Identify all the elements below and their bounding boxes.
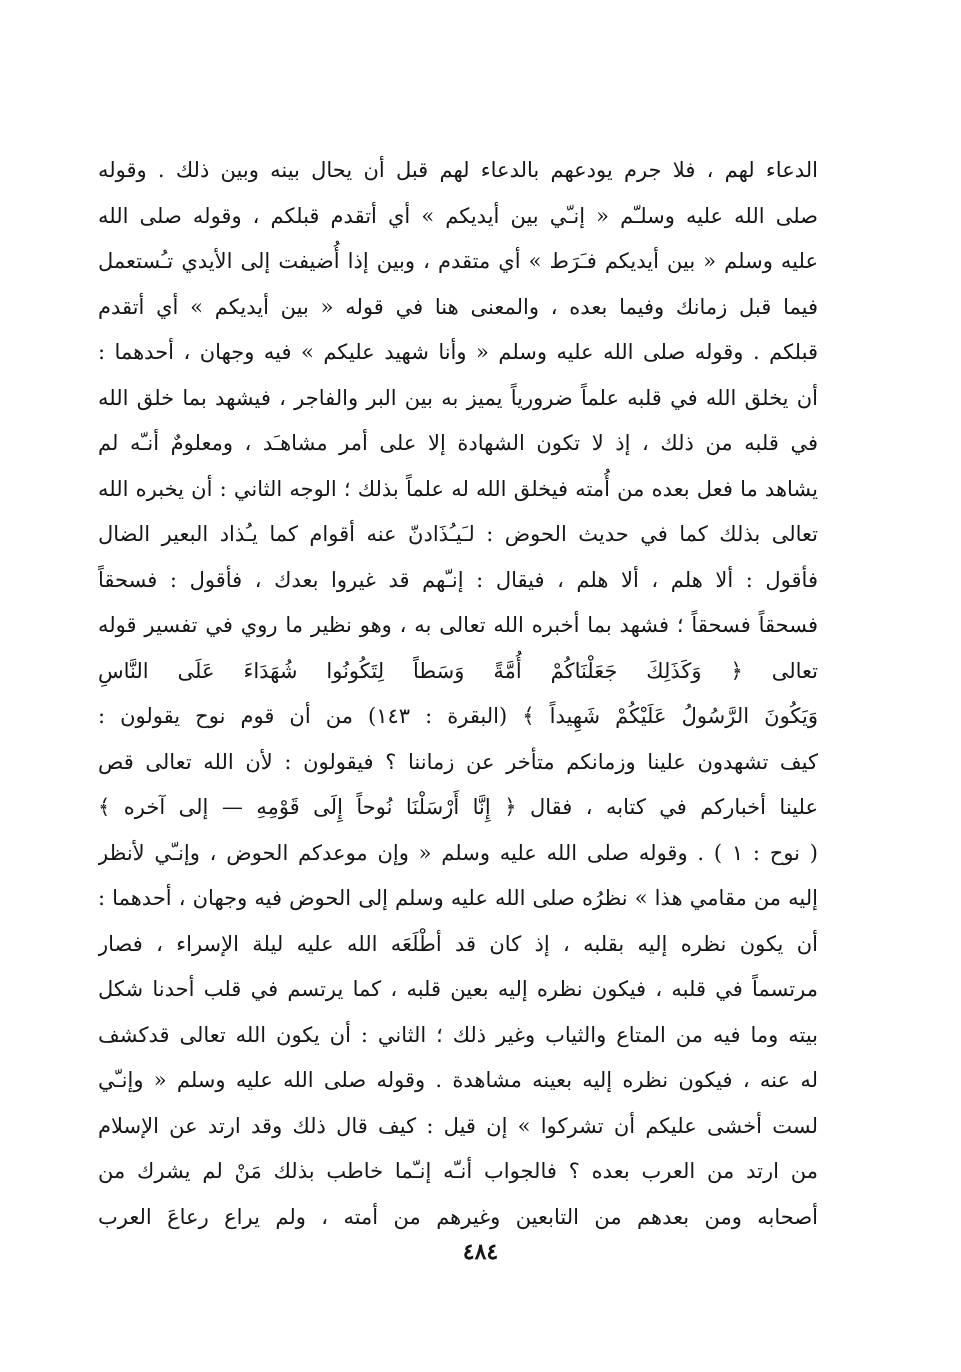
text-line: يشاهد ما فعل بعده من أُمته فيخلق الله له علماً بذلك ؛ الوجه الثاني : أن يخبره الله [98, 476, 818, 501]
text-line: أصحابه ومن بعدهم من التابعين وغيرهم من أمته ، ولم يراع رعاعَ العرب [98, 1204, 818, 1229]
quran-quote-line: وَيَكُونَ الرَّسُولُ عَلَيْكُمْ شَهِيداً ﴾ (البقرة : ١٤٣) من أن قوم نوح يقولون : [98, 704, 818, 728]
page-number: ٤٨٤ [462, 1239, 499, 1265]
text-line: أن يكون نظره إليه بقلبه ، إذ كان قد أطْلَعَه الله عليه ليلة الإسراء ، فصار [98, 931, 818, 956]
body-text [98, 148, 818, 1240]
quran-quote-line: علينا أخباركم في كتابه ، فقال ﴿ إِنَّا أَرْسَلْنَا نُوحاً إِلَى قَوْمِهِ — إلى آخره ﴾ [98, 795, 818, 819]
text-line: لست أخشى عليكم أن تشركوا » إن قيل : كيف قال ذلك وقد ارتد عن الإسلام [98, 1113, 818, 1138]
text-line: فأقول : ألا هلم ، ألا هلم ، فيقال : إنـّهم قد غيروا بعدك ، فأقول : فسحقاً [98, 567, 818, 592]
text-line: مرتسماً في قلبه ، فيكون نظره إليه بعين قلبه ، كما يرتسم في قلب أحدنا شكل [98, 977, 818, 1001]
text-line: في قلبه من ذلك ، إذ لا تكون الشهادة إلا على أمر مشاهـَد ، ومعلومٌ أنـّه لم [98, 431, 818, 455]
text-line: كيف تشهدون علينا وزمانكم متأخر عن زماننا ؟ فيقولون : لأن الله تعالى قص [98, 749, 818, 774]
text-line: أن يخلق الله في قلبه علماً ضرورياً يميز به بين البر والفاجر ، فيشهد بما خلق الله [98, 385, 818, 410]
text-line: فيما قبل زمانك وفيما بعده ، والمعنى هنا في قوله « بين أيديكم » أي أتقدم [98, 294, 818, 319]
text-line: الدعاء لهم ، فلا جرم يودعهم بالدعاء لهم قبل أن يحال بينه وبين ذلك . وقوله [98, 158, 818, 182]
text-line: ( نوح : ١ ) . وقوله صلى الله عليه وسلم « وإن موعدكم الحوض ، وإنـّي لأنظر [98, 840, 818, 865]
text-line: من ارتد من العرب بعده ؟ فالجواب أنـّه إنـّما خاطب بذلك مَنْ لم يشرك من [98, 1159, 818, 1183]
text-line: بيته وما فيه من المتاع والثياب وغير ذلك ؛ الثاني : أن يكون الله تعالى قدكشف [98, 1022, 818, 1047]
text-line: عليه وسلم « بين أيديكم فـَرَط » أي متقدم ، وبين إذا أُضيفت إلى الأيدي تـُستعمل [98, 249, 818, 273]
text-line: قبلكم . وقوله صلى الله عليه وسلم « وأنا شهيد عليكم » فيه وجهان ، أحدهما : [98, 340, 818, 364]
text-line: تعالى بذلك كما في حديث الحوض : لـَيـُذَادنّ عنه أقوام كما يـُذاد البعير الضال [98, 522, 818, 546]
text-line: له عنه ، فيكون نظره إليه بعينه مشاهدة . وقوله صلى الله عليه وسلم « وإنـّي [98, 1068, 818, 1092]
text-line: صلى الله عليه وسلـّم « إنـّي بين أيديكم » أي أتقدم قبلكم ، وقوله صلى الله [98, 203, 818, 228]
text-line: إليه من مقامي هذا » نظرُه صلى الله عليه وسلم إلى الحوض فيه وجهان ، أحدهما : [98, 886, 818, 910]
quran-quote-line: تعالى ﴿ وَكَذَلِكَ جَعَلْنَاكُمْ أُمَّةً وَسَطاً لِتَكُونُوا شُهَدَاءَ عَلَى النَّاسِ [98, 658, 818, 683]
text-line: فسحقاً فسحقاً ؛ فشهد بما أخبره الله تعالى به ، وهو نظير ما روي في تفسير قوله [98, 613, 818, 637]
